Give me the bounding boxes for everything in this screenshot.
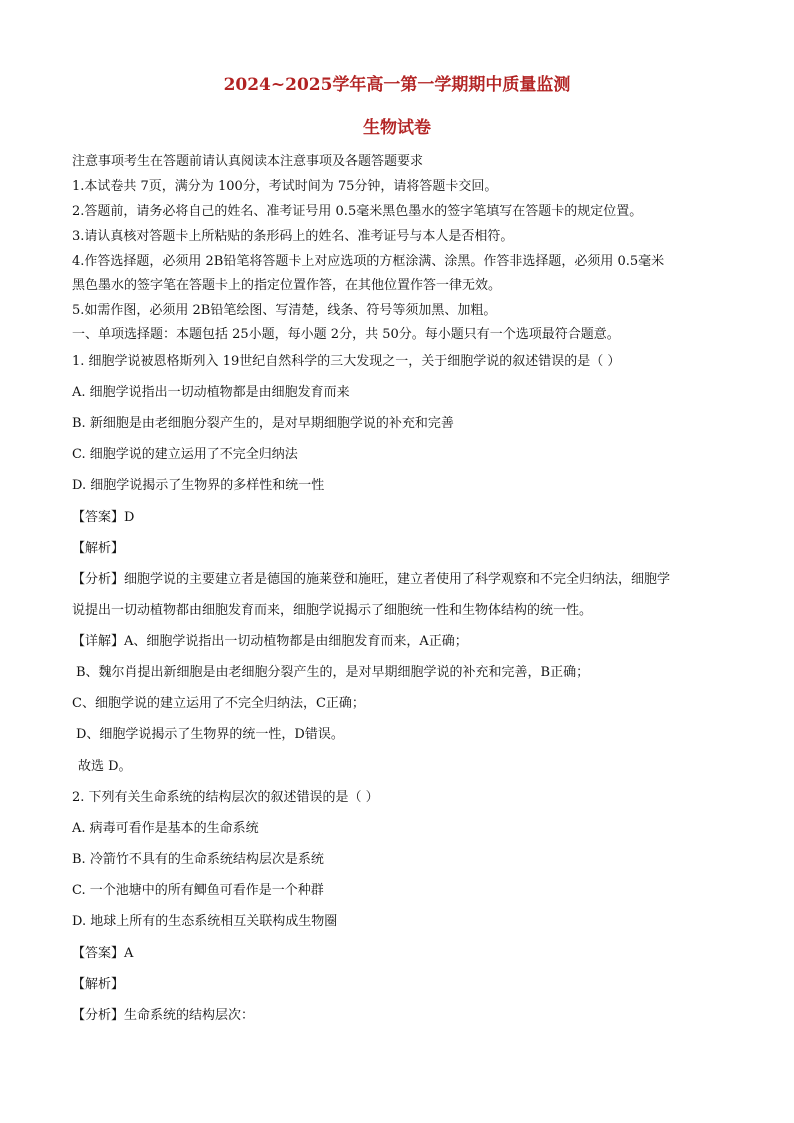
question-1-option-a: A. 细胞学说指出一切动植物都是由细胞发育而来 [72,385,350,400]
question-2-fenxi: 【分析】生命系统的结构层次： [72,1008,255,1023]
question-1-stem: 1. 细胞学说被恩格斯列入 19世纪自然科学的三大发现之一，关于细胞学说的叙述错误的是（ ） [72,354,621,369]
question-1-detail: 【详解】A、细胞学说指出一切动植物都是由细胞发育而来，A正确； [72,634,468,649]
question-2-option-c: C. 一个池塘中的所有鲫鱼可看作是一个种群 [72,883,324,898]
question-2-stem: 2. 下列有关生命系统的结构层次的叙述错误的是（ ） [72,790,379,805]
question-1-fenxi: 【分析】细胞学说的主要建立者是德国的施莱登和施旺，建立者使用了科学观察和不完全归纳法，细胞学 [72,572,671,587]
question-1-option-b: B. 新细胞是由老细胞分裂产生的，是对早期细胞学说的补充和完善 [72,416,454,431]
question-2-answer: 【答案】A [72,946,134,961]
notice-line: 1.本试卷共 7页，满分为 100分，考试时间为 75分钟，请将答题卡交回。 [72,179,498,194]
question-1-analysis-label: 【解析】 [72,541,125,556]
question-1-detail: B、魏尔肖提出新细胞是由老细胞分裂产生的，是对早期细胞学说的补充和完善，B正确； [76,665,590,680]
notice-line: 4.作答选择题，必须用 2B铅笔将答题卡上对应选项的方框涂满、涂黑。作答非选择题，必须用 0.5毫米 [72,254,665,269]
question-1-answer: 【答案】D [72,510,135,525]
notice-line: 5.如需作图，必须用 2B铅笔绘图、写清楚，线条、符号等须加黑、加粗。 [72,303,497,318]
question-1-detail: D、细胞学说揭示了生物界的统一性，D错误。 [76,727,344,742]
question-1-fenxi: 说提出一切动植物都由细胞发育而来，细胞学说揭示了细胞统一性和生物体结构的统一性。 [72,603,593,618]
notice-line: 2.答题前，请务必将自己的姓名、准考证号用 0.5毫米黑色墨水的签字笔填写在答题卡的规定位置。 [72,204,643,219]
exam-subtitle: 生物试卷 [363,118,431,138]
notice-line: 黑色墨水的签字笔在答题卡上的指定位置作答，在其他位置作答一律无效。 [72,278,502,293]
question-2-analysis-label: 【解析】 [72,977,125,992]
notice-line: 3.请认真核对答题卡上所粘贴的条形码上的姓名、准考证号与本人是否相符。 [72,229,514,244]
notice-line: 注意事项考生在答题前请认真阅读本注意事项及各题答题要求 [72,154,424,169]
exam-title: 2024~2025学年高一第一学期期中质量监测 [223,75,571,95]
question-2-option-a: A. 病毒可看作是基本的生命系统 [72,821,259,836]
question-2-option-b: B. 冷箭竹不具有的生命系统结构层次是系统 [72,852,324,867]
section-heading: 一、单项选择题：本题包括 25小题，每小题 2分，共 50分。每小题只有一个选项最符合题意。 [72,327,620,342]
question-1-option-c: C. 细胞学说的建立运用了不完全归纳法 [72,447,298,462]
question-2-option-d: D. 地球上所有的生态系统相互关联构成生物圈 [72,914,338,929]
question-1-detail: C、细胞学说的建立运用了不完全归纳法，C正确； [72,696,365,711]
question-1-choice: 故选 D。 [78,759,132,774]
question-1-option-d: D. 细胞学说揭示了生物界的多样性和统一性 [72,478,325,493]
